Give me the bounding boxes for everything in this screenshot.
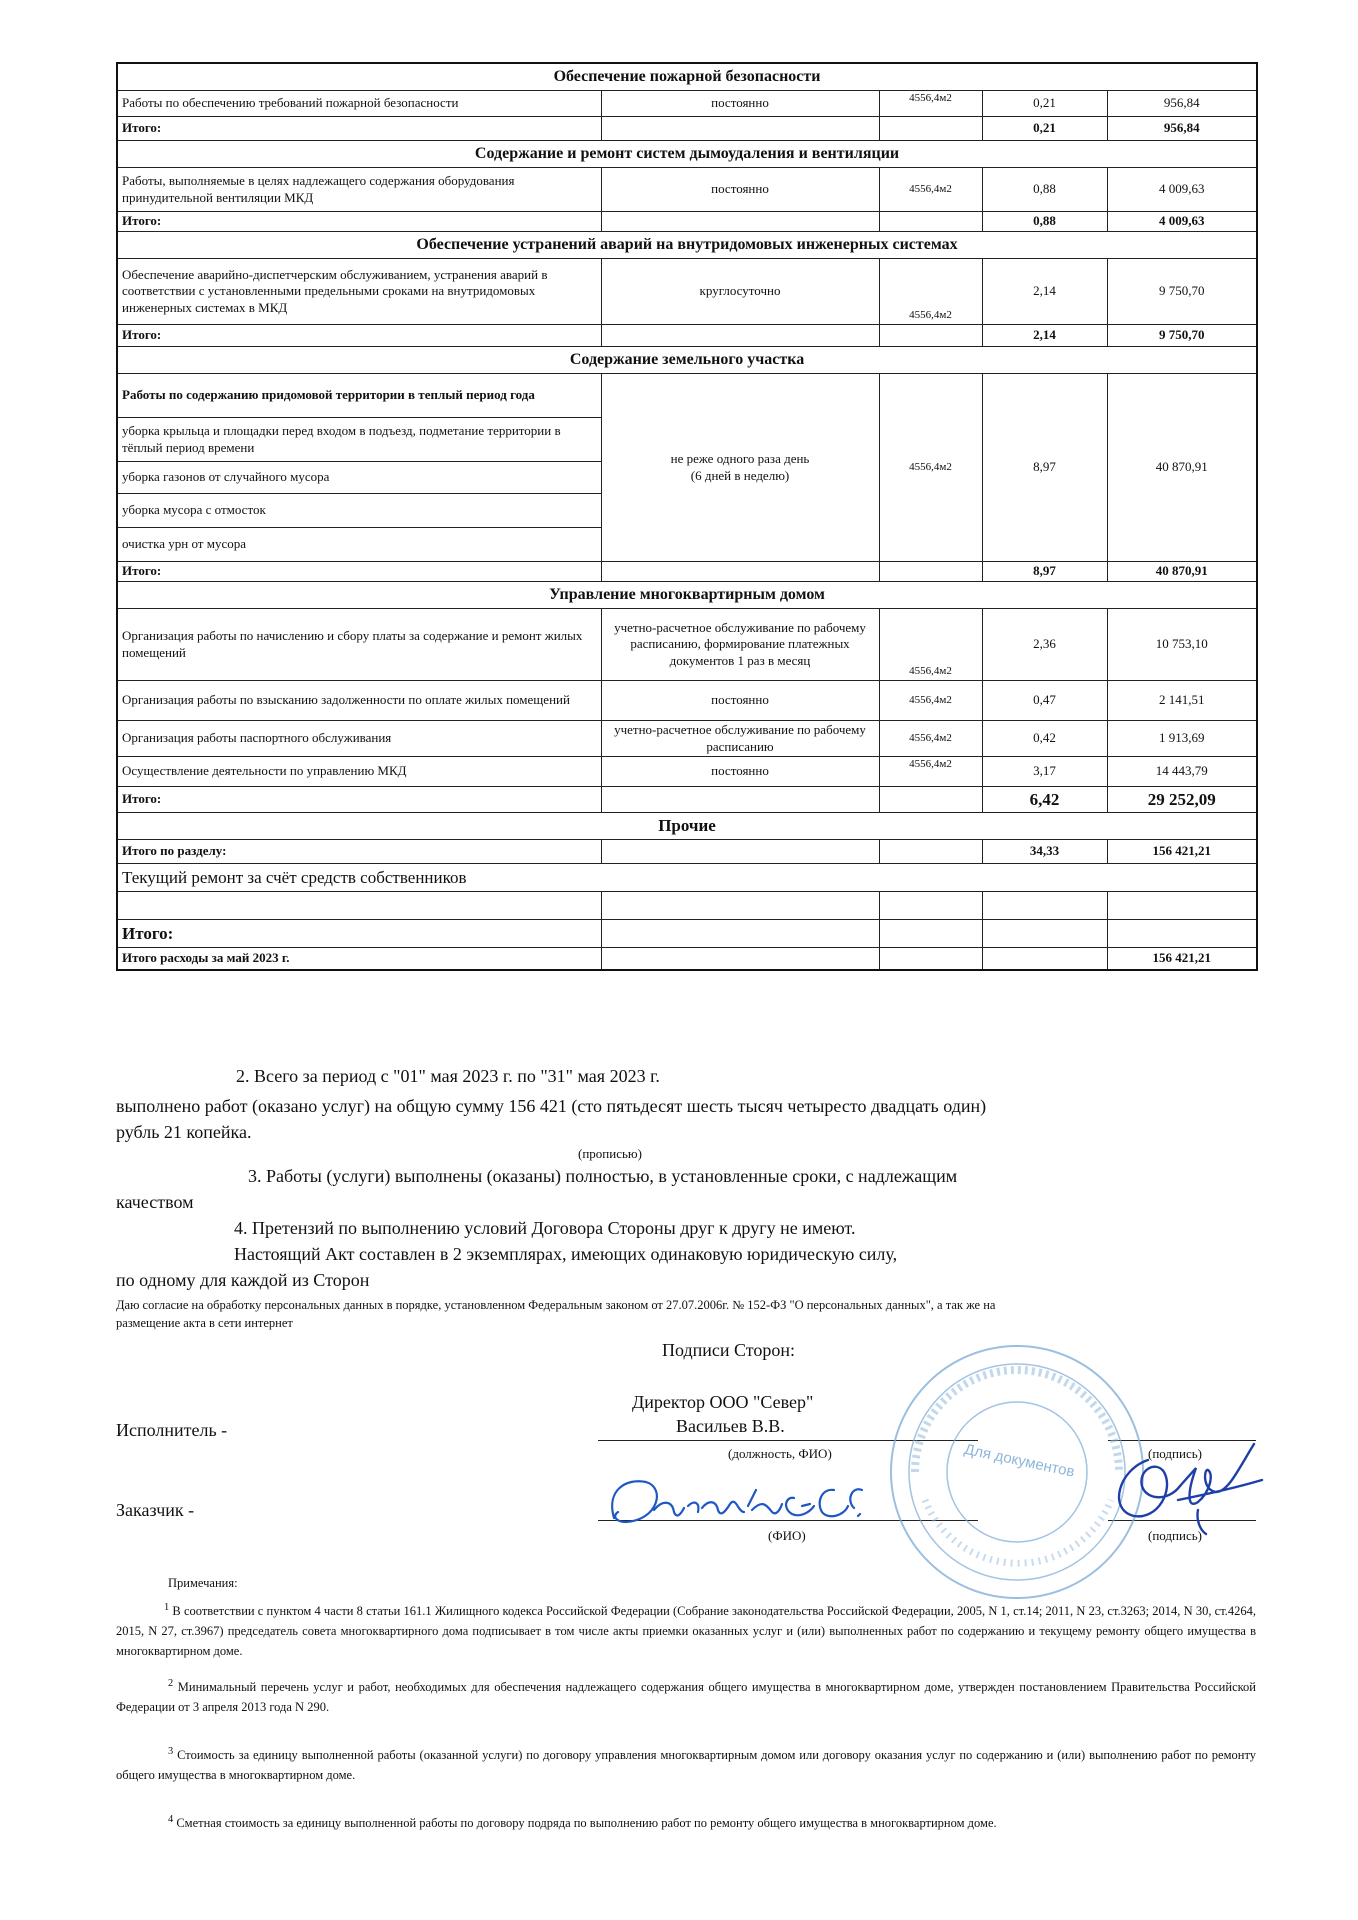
empty-row	[117, 892, 1257, 920]
repair-label: Текущий ремонт за счёт средств собственников	[117, 864, 1257, 892]
paragraph-2-line-2: выполнено работ (оказано услуг) на общую сумму 156 421 (сто пятьдесят шесть тысяч четыресто двадцать один)	[116, 1096, 987, 1116]
work-name: Осуществление деятельности по управлению МКД	[117, 757, 601, 787]
total-sum: 40 870,91	[1107, 562, 1257, 582]
work-area: 4556,4м2	[879, 609, 982, 681]
work-name: Работы по обеспечению требований пожарной безопасности	[117, 91, 601, 117]
table-row	[117, 168, 1257, 212]
consent-line-2: размещение акта в сети интернет	[116, 1316, 293, 1330]
total-sum: 29 252,09	[1107, 787, 1257, 813]
section-title: Содержание и ремонт систем дымоудаления и вентиляции	[117, 141, 1257, 168]
note-2	[116, 1676, 1256, 1717]
total-label: Итого:	[117, 117, 601, 141]
work-item: уборка крыльца и площадки перед входом в подъезд, подметание территории в тёплый период времени	[117, 418, 601, 462]
paragraph-5-line-2: по одному для каждой из Сторон	[116, 1270, 370, 1290]
total-row	[117, 325, 1257, 347]
section-total-rate: 34,33	[982, 840, 1107, 864]
work-group-heading: Работы по содержанию придомовой территории в теплый период года	[117, 374, 601, 418]
table-row	[117, 609, 1257, 681]
work-rate: 2,14	[982, 259, 1107, 325]
note-1-sup: 1	[164, 1602, 170, 1613]
work-sum: 956,84	[1107, 91, 1257, 117]
month-total-sum: 156 421,21	[1107, 948, 1257, 970]
total-sum: 956,84	[1107, 117, 1257, 141]
work-area: 4556,4м2	[879, 374, 982, 562]
note-4-text: Сметная стоимость за единицу выполненной работы по договору подряда по выполнению работ по ремонту общего имущества в многоквартирном доме.	[176, 1816, 997, 1831]
total-sum: 4 009,63	[1107, 212, 1257, 232]
work-sum: 2 141,51	[1107, 681, 1257, 721]
note-2-text: Минимальный перечень услуг и работ, необходимых для обеспечения надлежащего содержания общего имущества в многоквартирном доме, утвержден постановлением Правительства Российской Федерации от 3 апреля 2013 года N 290.	[116, 1680, 1256, 1715]
month-total-row	[117, 948, 1257, 970]
section-title: Содержание земельного участка	[117, 347, 1257, 374]
work-name: Обеспечение аварийно-диспетчерским обслуживанием, устранения аварий в соответствии с установленными предельными сроками на внутридомовых инженерных системах в МКД	[117, 259, 601, 325]
work-frequency: круглосуточно	[601, 259, 879, 325]
notes-title: Примечания:	[168, 1576, 238, 1590]
executor-position: Директор ООО "Север"	[632, 1392, 814, 1412]
note-2-sup: 2	[168, 1678, 174, 1689]
section-title: Управление многоквартирным домом	[117, 582, 1257, 609]
section-title: Обеспечение пожарной безопасности	[117, 63, 1257, 91]
work-area: 4556,4м2	[879, 757, 982, 787]
total-label: Итого:	[117, 787, 601, 813]
work-area: 4556,4м2	[879, 681, 982, 721]
section-total-sum: 156 421,21	[1107, 840, 1257, 864]
executor-name: Васильев В.В.	[676, 1416, 785, 1436]
total-rate: 0,88	[982, 212, 1107, 232]
table-row	[117, 91, 1257, 117]
work-frequency: учетно-расчетное обслуживание по рабочему расписанию, формирование платежных документов 1 раз в месяц	[601, 609, 879, 681]
executor-label: Исполнитель -	[116, 1420, 228, 1440]
work-frequency: постоянно	[601, 168, 879, 212]
note-4	[116, 1812, 1256, 1833]
work-sum: 4 009,63	[1107, 168, 1257, 212]
total-rate: 8,97	[982, 562, 1107, 582]
consent-line-1: Даю согласие на обработку персональных данных в порядке, установленном Федеральным законом от 27.07.2006г. № 152-ФЗ "О персональных данных", а так же на	[116, 1298, 996, 1312]
note-3	[116, 1744, 1256, 1785]
month-total-label: Итого расходы за май 2023 г.	[117, 948, 601, 970]
work-item: уборка мусора с отмосток	[117, 494, 601, 528]
note-1	[116, 1600, 1256, 1661]
work-name: Работы, выполняемые в целях надлежащего содержания оборудования принудительной вентиляции МКД	[117, 168, 601, 212]
total-rate: 6,42	[982, 787, 1107, 813]
note-3-text: Стоимость за единицу выполненной работы (оказанной услуги) по договору управления многоквартирным домом или договору оказания услуг по содержанию и (или) выполнению работ по ремонту общего имущества в многоквартирном доме.	[116, 1748, 1256, 1783]
signature-mark	[1078, 1430, 1268, 1540]
work-area: 4556,4м2	[879, 168, 982, 212]
services-table	[116, 62, 1258, 971]
work-name: Организация работы по начислению и сбору платы за содержание и ремонт жилых помещений	[117, 609, 601, 681]
work-rate: 0,21	[982, 91, 1107, 117]
repair-row	[117, 864, 1257, 892]
work-sum: 1 913,69	[1107, 721, 1257, 757]
work-rate: 3,17	[982, 757, 1107, 787]
work-rate: 0,42	[982, 721, 1107, 757]
section-total-label: Итого по разделу:	[117, 840, 601, 864]
note-3-sup: 3	[168, 1746, 174, 1757]
work-rate: 0,47	[982, 681, 1107, 721]
work-frequency: не реже одного раза день (6 дней в неделю)	[601, 374, 879, 562]
paragraph-4: 4. Претензий по выполнению условий Договора Стороны друг к другу не имеют.	[234, 1218, 856, 1238]
table-row	[117, 681, 1257, 721]
paragraph-2-line-1: 2. Всего за период с "01" мая 2023 г. по "31" мая 2023 г.	[236, 1066, 660, 1086]
work-item: очистка урн от мусора	[117, 528, 601, 562]
customer-label: Заказчик -	[116, 1500, 195, 1520]
work-area: 4556,4м2	[879, 259, 982, 325]
table-row	[117, 259, 1257, 325]
work-name: Организация работы паспортного обслуживания	[117, 721, 601, 757]
total-row	[117, 787, 1257, 813]
note-4-sup: 4	[168, 1814, 174, 1825]
total-sum: 9 750,70	[1107, 325, 1257, 347]
work-sum: 10 753,10	[1107, 609, 1257, 681]
note-1-text: В соответствии с пунктом 4 части 8 статьи 161.1 Жилищного кодекса Российской Федерации (Собрание законодательства Российской Федерации, 2005, N 1, ст.14; 2011, N 23, ст.3263; 2014, N 30, ст.4264, 2015, N 27, ст.3967) председатель совета многоквартирного дома подписывает в том числе акты приемки оказанных услуг и (или) выполненных работ по содержанию и текущему ремонту общего имущества в многоквартирном доме.	[116, 1604, 1256, 1659]
paragraph-5-line-1: Настоящий Акт составлен в 2 экземплярах, имеющих одинаковую юридическую силу,	[234, 1244, 898, 1264]
total-label: Итого:	[117, 325, 601, 347]
work-name: Организация работы по взысканию задолженности по оплате жилых помещений	[117, 681, 601, 721]
work-rate: 8,97	[982, 374, 1107, 562]
work-rate: 0,88	[982, 168, 1107, 212]
customer-handwritten-name	[596, 1460, 916, 1540]
paragraph-3-line-2: качеством	[116, 1192, 194, 1212]
paragraph-3-line-1: 3. Работы (услуги) выполнены (оказаны) полностью, в установленные сроки, с надлежащим	[248, 1166, 958, 1186]
total-label: Итого:	[117, 562, 601, 582]
work-frequency: постоянно	[601, 681, 879, 721]
total-rate: 2,14	[982, 325, 1107, 347]
table-row	[117, 721, 1257, 757]
work-area: 4556,4м2	[879, 91, 982, 117]
work-item: уборка газонов от случайного мусора	[117, 462, 601, 494]
work-frequency: постоянно	[601, 91, 879, 117]
section-title: Прочие	[117, 813, 1257, 840]
fio-caption: (ФИО)	[768, 1528, 806, 1543]
total-row	[117, 562, 1257, 582]
sign-caption-1: (подпись)	[1148, 1446, 1202, 1461]
total-label: Итого:	[117, 212, 601, 232]
work-sum: 9 750,70	[1107, 259, 1257, 325]
total-row	[117, 212, 1257, 232]
section-title: Обеспечение устранений аварий на внутридомовых инженерных системах	[117, 232, 1257, 259]
section-total-row	[117, 840, 1257, 864]
total-rate: 0,21	[982, 117, 1107, 141]
propisyu-caption: (прописью)	[578, 1146, 642, 1161]
work-frequency: учетно-расчетное обслуживание по рабочему расписанию	[601, 721, 879, 757]
table-row	[117, 757, 1257, 787]
work-sum: 40 870,91	[1107, 374, 1257, 562]
work-frequency: постоянно	[601, 757, 879, 787]
sign-caption-2: (подпись)	[1148, 1528, 1202, 1543]
itogo-label: Итого:	[117, 920, 601, 948]
total-row	[117, 117, 1257, 141]
stamp-text: Для документов	[962, 1440, 1077, 1481]
itogo-row	[117, 920, 1257, 948]
table-row	[117, 374, 1257, 418]
paragraph-2-line-3: рубль 21 копейка.	[116, 1122, 252, 1142]
work-rate: 2,36	[982, 609, 1107, 681]
position-fio-caption: (должность, ФИО)	[728, 1446, 832, 1461]
work-sum: 14 443,79	[1107, 757, 1257, 787]
work-area: 4556,4м2	[879, 721, 982, 757]
signatures-title: Подписи Сторон:	[662, 1340, 796, 1360]
